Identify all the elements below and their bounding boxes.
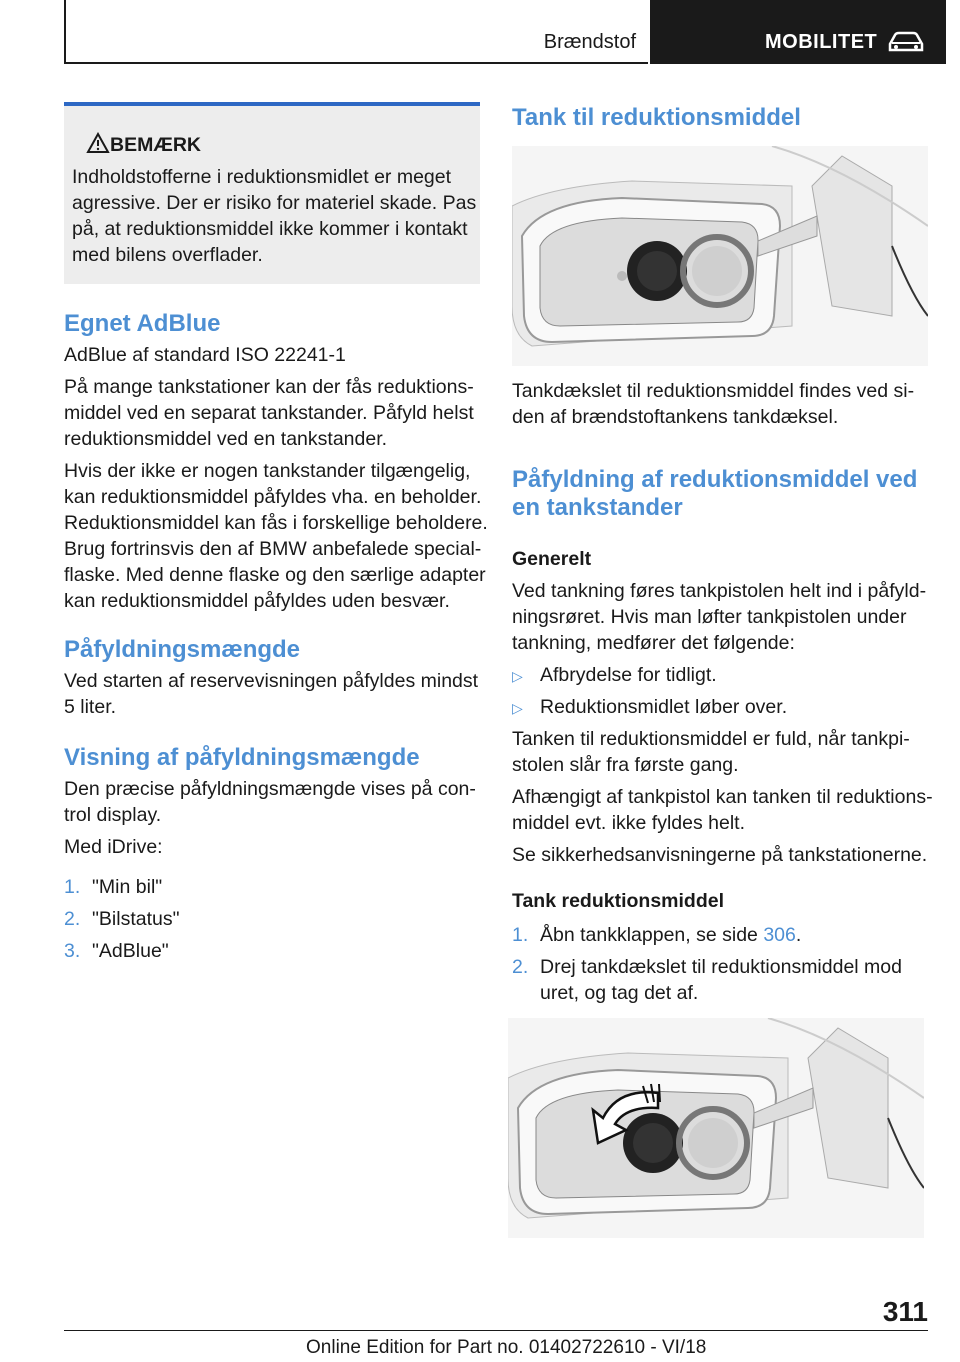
page-number: 311	[882, 1296, 928, 1327]
paragraph-line: stolen slår fra første gang.	[512, 754, 739, 776]
bullet-triangle-icon: ▷	[512, 668, 523, 684]
list-item	[64, 874, 162, 900]
car-icon	[886, 30, 926, 54]
tank-cap-illustration	[512, 146, 928, 366]
paragraph-line: Afhængigt af tankpistol kan tanken til reduktions-	[512, 786, 933, 808]
list-text: "AdBlue"	[92, 940, 169, 962]
list-text-end: .	[795, 924, 802, 946]
note-title: BEMÆRK	[110, 134, 201, 156]
paragraph-line: Tankdækslet til reduktionsmiddel findes ved si-	[512, 380, 915, 402]
note-line: på, at reduktionsmiddel ikke kommer i kontakt	[72, 218, 468, 240]
paragraph-line: kan reduktionsmiddel påfyldes vha. en beholder.	[64, 486, 482, 508]
list-item-cont: uret, og tag det af.	[540, 982, 699, 1004]
warning-triangle-icon	[86, 132, 110, 154]
heading-tank-reduktionsmiddel: Tank reduktionsmiddel	[512, 890, 725, 912]
heading-visning: Visning af påfyldningsmængde	[64, 744, 420, 771]
paragraph: Med iDrive:	[64, 836, 163, 858]
list-text: "Min bil"	[92, 876, 163, 898]
paragraph-line: tankning, medfører det følgende:	[512, 632, 795, 654]
note-line: med bilens overflader.	[72, 244, 263, 266]
list-text: Drej tankdækslet til reduktionsmiddel mod	[540, 956, 902, 978]
header-section-box	[64, 0, 648, 64]
heading-tank: Tank til reduktionsmiddel	[512, 104, 801, 131]
paragraph-line: Reduktionsmiddel kan fås i forskellige beholdere.	[64, 512, 488, 534]
list-item	[64, 938, 169, 964]
heading-paafyldning: Påfyldning af reduktionsmiddel ved	[512, 466, 918, 493]
paragraph-line: Brug fortrinsvis den af BMW anbefalede special-	[64, 538, 482, 560]
paragraph-line: ningsrøret. Hvis man løfter tankpistolen under	[512, 606, 907, 628]
bullet-text: Reduktionsmidlet løber over.	[540, 696, 788, 718]
list-number: 2.	[64, 908, 81, 930]
list-number: 1.	[512, 924, 529, 946]
paragraph-line: den af brændstoftankens tankdæksel.	[512, 406, 839, 428]
list-text: "Bilstatus"	[92, 908, 180, 930]
paragraph-line: flaske. Med denne flaske og den særlige adapter	[64, 564, 486, 586]
paragraph-line: kan reduktionsmiddel påfyldes uden besvær.	[64, 590, 450, 612]
tank-cap-open-illustration	[508, 1018, 924, 1238]
paragraph: AdBlue af standard ISO 22241-1	[64, 344, 346, 366]
bullet-item	[512, 662, 717, 689]
paragraph-line: På mange tankstationer kan der fås reduktions-	[64, 376, 474, 398]
list-number: 1.	[64, 876, 81, 898]
warning-note	[64, 102, 480, 284]
bullet-text: Afbrydelse for tidligt.	[540, 664, 717, 686]
page-link[interactable]: 306	[763, 924, 796, 946]
paragraph-line: 5 liter.	[64, 696, 117, 718]
paragraph-line: Den præcise påfyldningsmængde vises på con-	[64, 778, 476, 800]
paragraph-line: middel evt. ikke fyldes helt.	[512, 812, 746, 834]
note-line: Indholdstofferne i reduktionsmidlet er meget	[72, 166, 452, 188]
heading-egnet-adblue: Egnet AdBlue	[64, 310, 221, 337]
footer-rule	[64, 1330, 928, 1331]
heading-paafyldningsmaengde: Påfyldningsmængde	[64, 636, 301, 663]
list-item	[512, 922, 801, 948]
paragraph: Se sikkerhedsanvisningerne på tankstationerne.	[512, 844, 928, 866]
paragraph-line: Tanken til reduktionsmiddel er fuld, når tankpi-	[512, 728, 910, 750]
paragraph-line: trol display.	[64, 804, 162, 826]
paragraph-line: middel ved en separat tankstander. Påfyld helst	[64, 402, 474, 424]
heading-generelt: Generelt	[512, 548, 592, 570]
paragraph-line: Ved tankning føres tankpistolen helt ind i påfyld-	[512, 580, 927, 602]
header-chapter-title: MOBILITET	[765, 31, 878, 53]
header-chapter-box	[650, 0, 946, 64]
list-item	[64, 906, 180, 932]
header-section-title: Brændstof	[543, 31, 636, 53]
paragraph-line: Hvis der ikke er nogen tankstander tilgængelig,	[64, 460, 471, 482]
heading-paafyldning-2: en tankstander	[512, 494, 683, 521]
paragraph-line: Ved starten af reservevisningen påfyldes mindst	[64, 670, 479, 692]
bullet-triangle-icon: ▷	[512, 700, 523, 716]
list-item	[512, 954, 902, 980]
footer-edition-text: Online Edition for Part no. 01402722610 - VI/18	[306, 1337, 707, 1358]
bullet-item	[512, 694, 787, 721]
paragraph-line: reduktionsmiddel ved en tankstander.	[64, 428, 388, 450]
list-number: 3.	[64, 940, 81, 962]
list-text: Åbn tankklappen, se side	[540, 924, 764, 946]
list-number: 2.	[512, 956, 529, 978]
footer-edition	[306, 1337, 706, 1359]
note-line: agressive. Der er risiko for materiel skade. Pas	[72, 192, 477, 214]
